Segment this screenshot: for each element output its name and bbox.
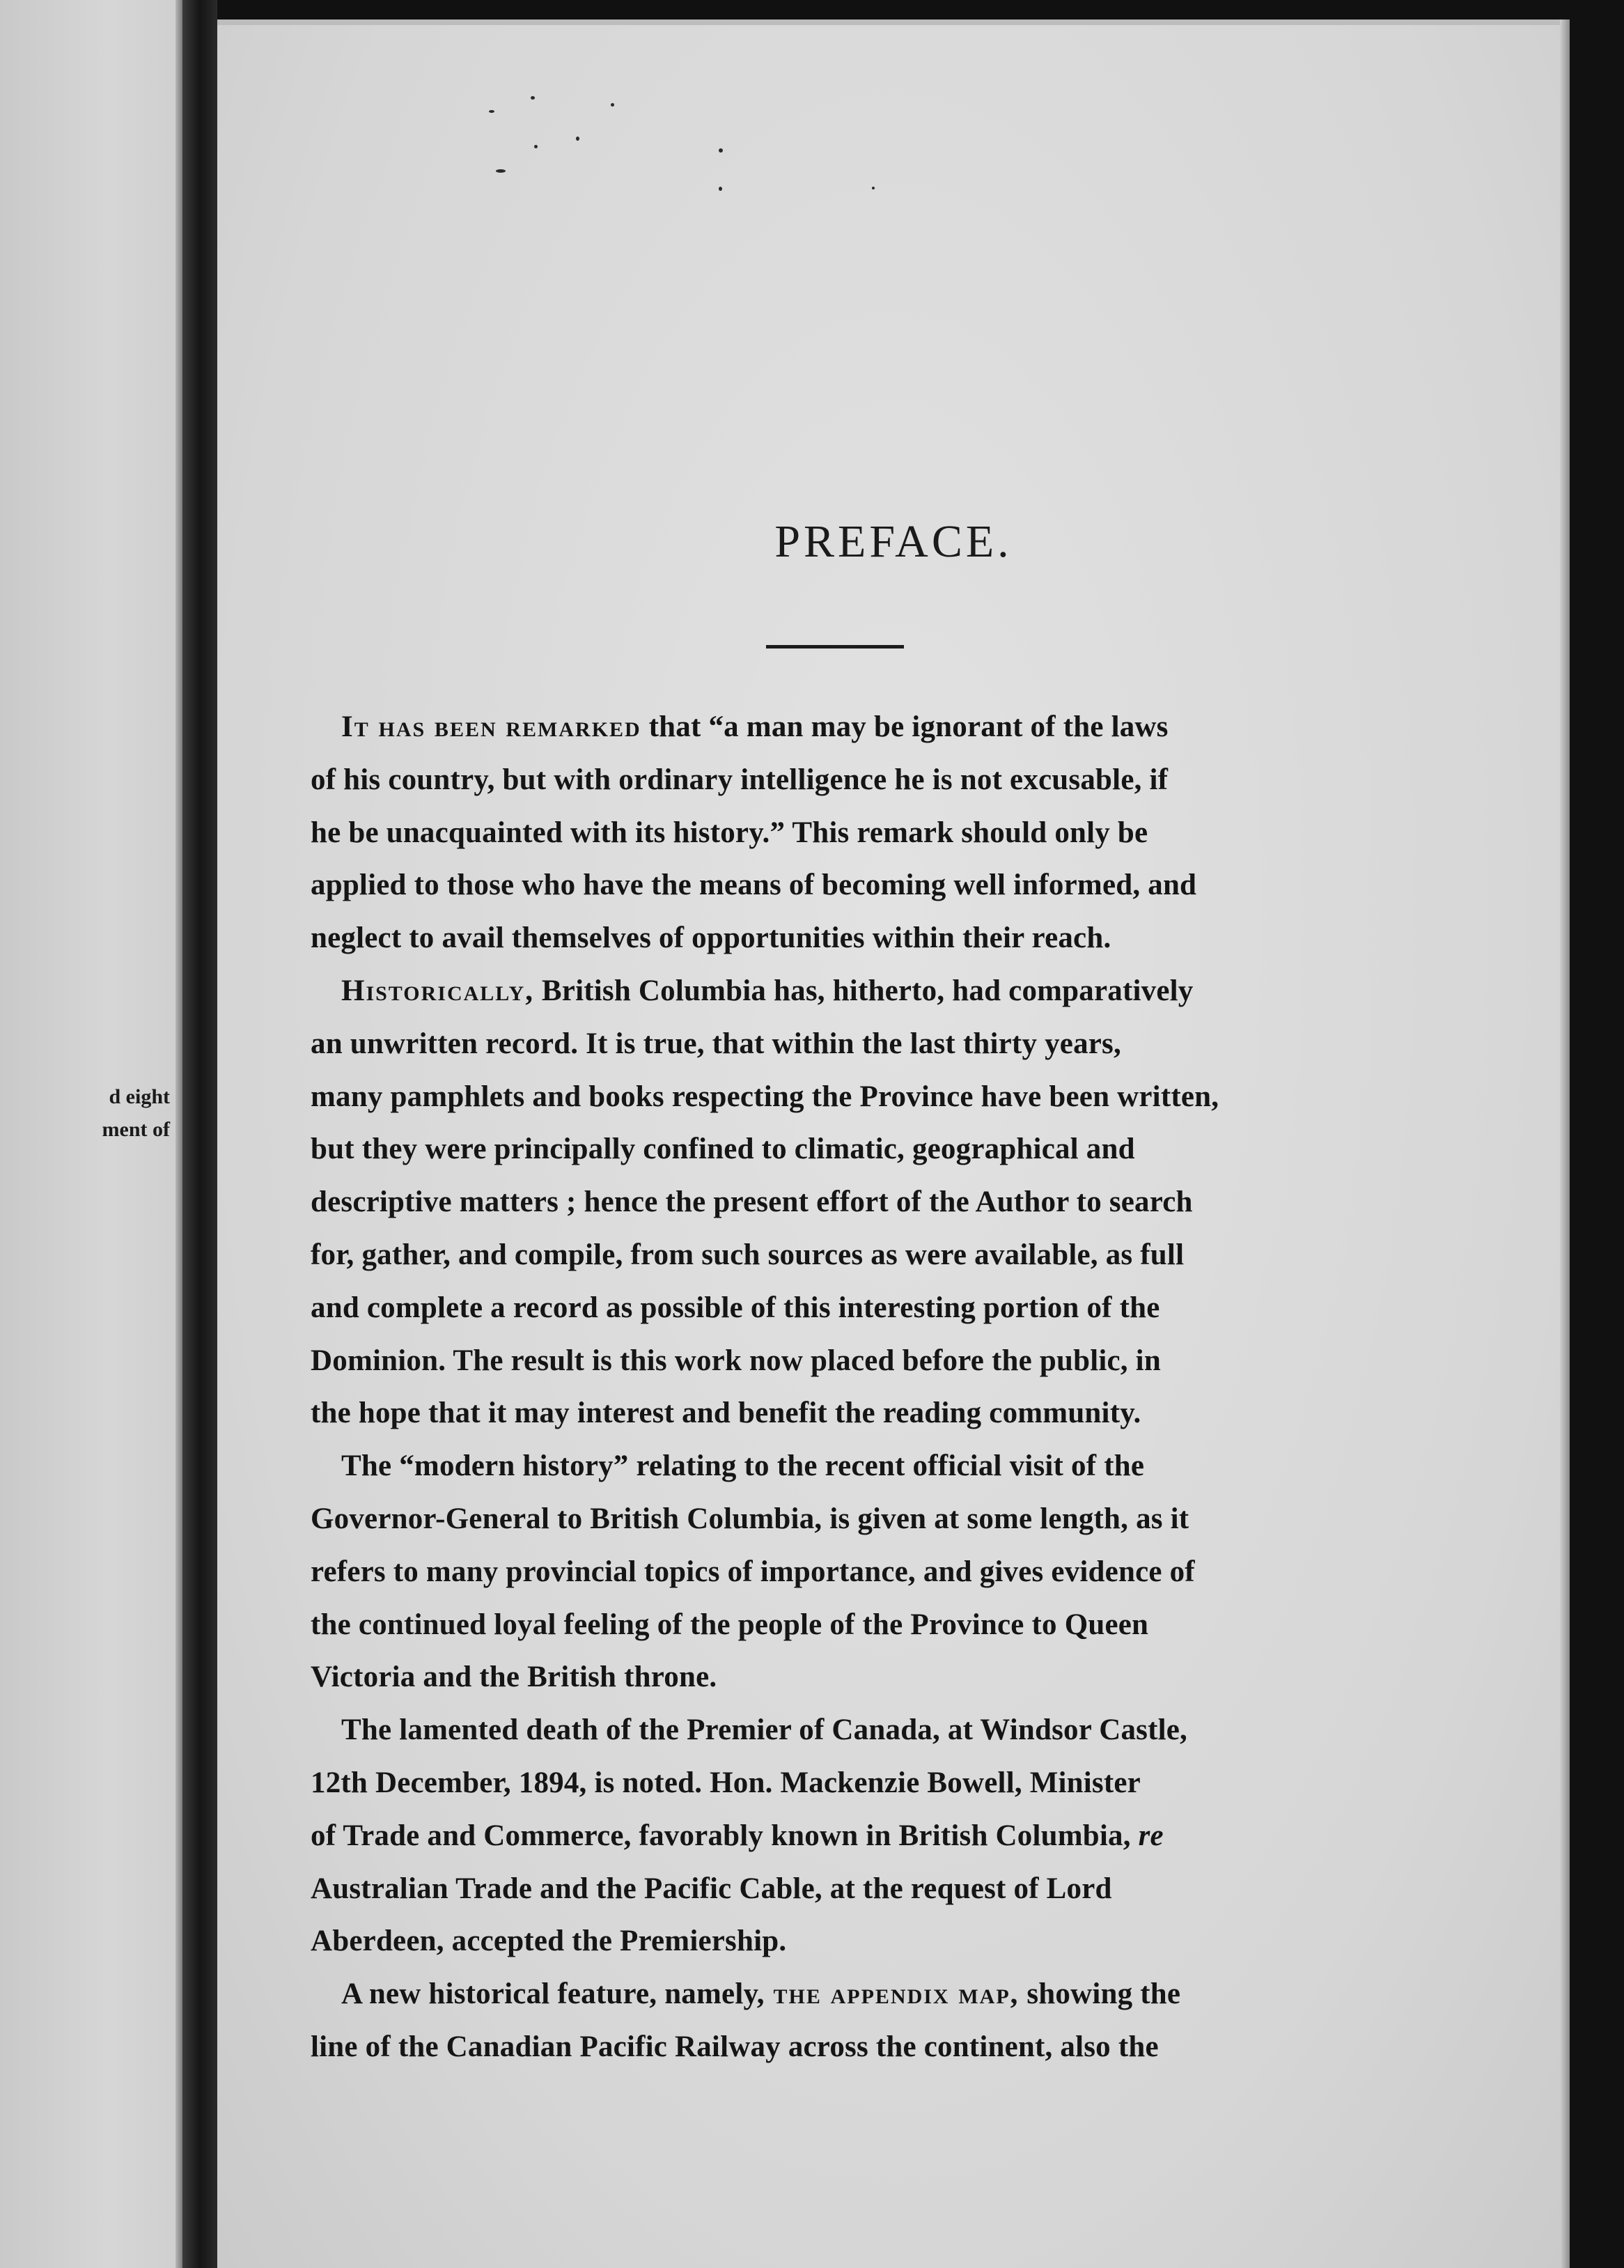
text-line <box>311 701 1571 754</box>
line-text: Dominion. The result is this work now placed before the public, in <box>311 1344 1161 1377</box>
line-text: that “a man may be ignorant of the laws <box>641 710 1169 743</box>
text-line <box>311 1229 1571 1282</box>
text-line <box>311 1493 1571 1546</box>
line-text: he be unacquainted with its history.” This remark should only be <box>311 816 1148 849</box>
left-page-text-2: ment of <box>102 1118 170 1141</box>
text-line <box>311 1440 1571 1493</box>
page-title: PREFACE. <box>774 516 1013 567</box>
line-text: A new historical feature, namely, <box>341 1978 765 2011</box>
text-line <box>311 1651 1571 1704</box>
line-text: for, gather, and compile, from such sources as were available, as full <box>311 1238 1185 1271</box>
line-text: Australian Trade and the Pacific Cable, at the request of Lord <box>311 1872 1112 1905</box>
text-line <box>311 2021 1571 2074</box>
line-text: line of the Canadian Pacific Railway across the continent, also the <box>311 2030 1159 2063</box>
preface-page <box>217 20 1570 2268</box>
line-text: British Columbia has, hitherto, had comparatively <box>533 974 1194 1007</box>
text-line <box>311 807 1571 860</box>
small-caps-lead: Historically, <box>341 974 534 1007</box>
line-text: of his country, but with ordinary intelligence he is not excusable, if <box>311 763 1169 796</box>
paragraph <box>311 1440 1571 1704</box>
text-line <box>311 1546 1571 1599</box>
small-caps-lead: It has been remarked <box>341 710 641 743</box>
line-text: an unwritten record. It is true, that within the last thirty years, <box>311 1027 1121 1060</box>
title-rule <box>766 645 904 648</box>
left-page-text-1: d eight <box>109 1085 170 1108</box>
text-line <box>311 1018 1571 1071</box>
text-line <box>311 1123 1571 1176</box>
line-text: refers to many provincial topics of importance, and gives evidence of <box>311 1555 1195 1588</box>
small-caps-phrase: the appendix map, <box>764 1978 1020 2011</box>
text-line <box>311 912 1571 965</box>
line-text: neglect to avail themselves of opportunities within their reach. <box>311 922 1111 955</box>
text-line <box>311 1915 1571 1968</box>
italic-word: re <box>1130 1819 1164 1852</box>
line-text: and complete a record as possible of this interesting portion of the <box>311 1291 1160 1324</box>
text-line <box>311 1335 1571 1388</box>
line-text: applied to those who have the means of becoming well informed, and <box>311 869 1197 902</box>
paragraph <box>311 1704 1571 1968</box>
line-text: the hope that it may interest and benefit the reading community. <box>311 1397 1141 1430</box>
text-line <box>311 1176 1571 1229</box>
line-text: Governor-General to British Columbia, is given at some length, as it <box>311 1502 1189 1535</box>
text-line <box>311 1810 1571 1863</box>
text-line <box>311 1704 1571 1757</box>
book-gutter <box>182 0 217 2268</box>
text-line <box>311 1282 1571 1335</box>
line-text: descriptive matters ; hence the present effort of the Author to search <box>311 1186 1193 1219</box>
text-line <box>311 1071 1571 1124</box>
text-line <box>311 965 1571 1018</box>
text-line <box>311 1757 1571 1810</box>
line-text: many pamphlets and books respecting the Province have been written, <box>311 1080 1219 1113</box>
paragraph <box>311 965 1571 1440</box>
line-text: but they were principally confined to climatic, geographical and <box>311 1133 1135 1166</box>
line-text: The “modern history” relating to the recent official visit of the <box>341 1450 1145 1483</box>
page-fold <box>175 0 182 2268</box>
paragraph <box>311 1968 1571 2074</box>
paragraph <box>311 701 1571 965</box>
line-tail: showing the <box>1019 1978 1181 2011</box>
text-line <box>311 754 1571 807</box>
text-line <box>311 1387 1571 1440</box>
preface-body <box>311 701 1571 2074</box>
line-text: the continued loyal feeling of the people of the Province to Queen <box>311 1608 1149 1641</box>
text-line <box>311 1599 1571 1652</box>
text-line <box>311 1863 1571 1916</box>
line-text: Aberdeen, accepted the Premiership. <box>311 1925 787 1958</box>
text-line <box>311 859 1571 912</box>
left-facing-page <box>0 0 182 2268</box>
line-text: of Trade and Commerce, favorably known in British Columbia, <box>311 1819 1131 1852</box>
page-top-edge <box>217 20 1570 25</box>
line-text: The lamented death of the Premier of Canada, at Windsor Castle, <box>341 1714 1187 1747</box>
line-text: Victoria and the British throne. <box>311 1661 717 1694</box>
line-text: 12th December, 1894, is noted. Hon. Mackenzie Bowell, Minister <box>311 1766 1141 1799</box>
ink-specks <box>482 82 900 222</box>
text-line <box>311 1968 1571 2021</box>
